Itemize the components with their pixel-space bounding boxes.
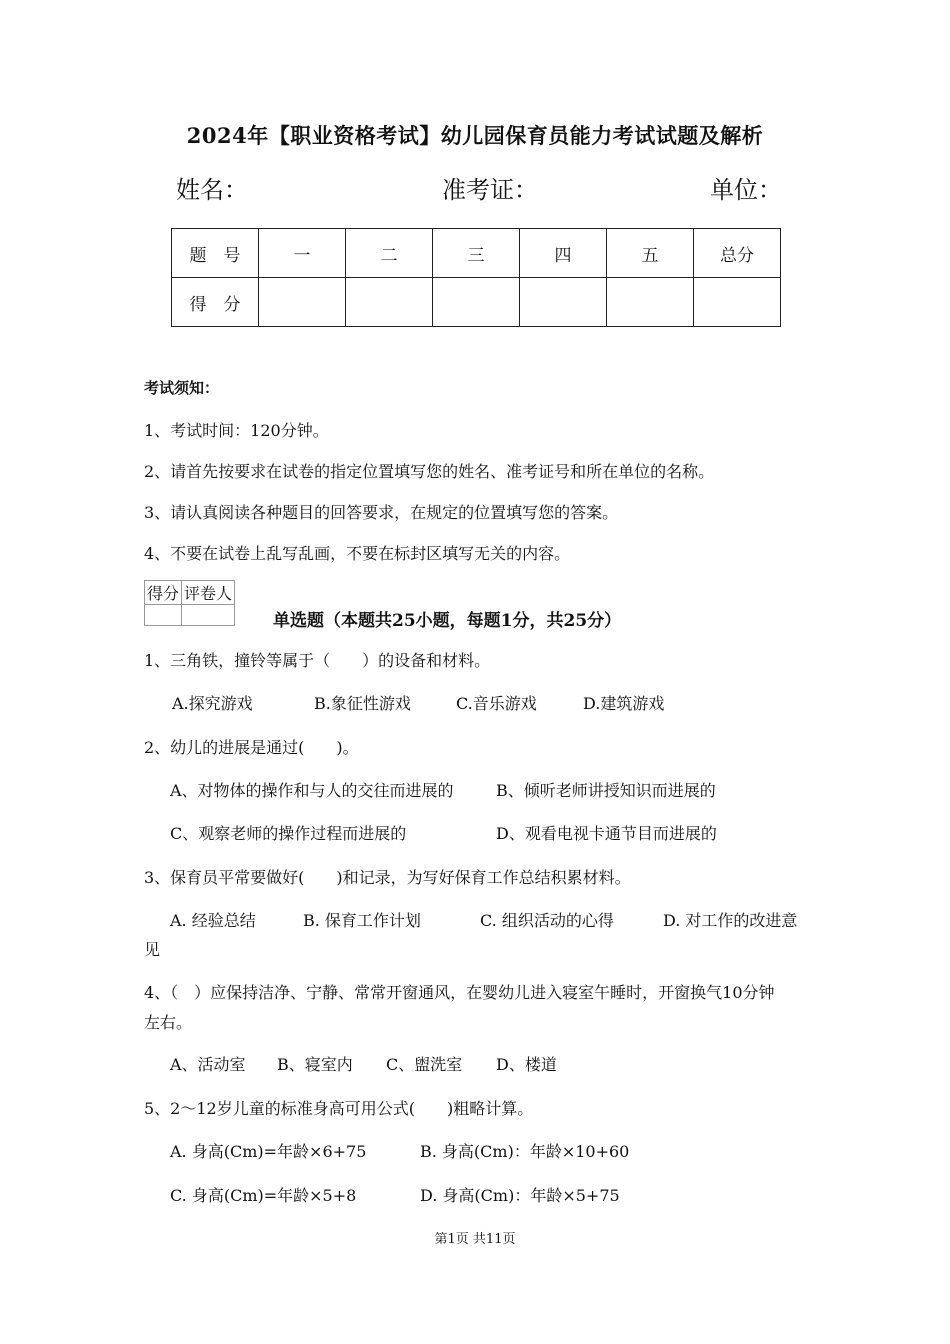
notice-item: 2、请首先按要求在试卷的指定位置填写您的姓名、准考证号和所在单位的名称。 bbox=[144, 462, 715, 481]
option[interactable]: D.建筑游戏 bbox=[583, 694, 665, 713]
section-title: 单选题（本题共25小题，每题1分，共25分） bbox=[273, 611, 622, 631]
score-cell[interactable] bbox=[346, 278, 433, 327]
option[interactable]: A. 身高(Cm)=年龄×6+75 bbox=[170, 1142, 367, 1161]
option[interactable]: D. 对工作的改进意 bbox=[663, 911, 798, 930]
grader-box bbox=[144, 580, 235, 626]
score-header-cell: 一 bbox=[259, 229, 346, 278]
option[interactable]: D、观看电视卡通节目而进展的 bbox=[496, 824, 717, 843]
exam-id-label: 准考证： bbox=[442, 176, 538, 204]
question-stem: 1、三角铁，撞铃等属于（ ）的设备和材料。 bbox=[144, 651, 491, 670]
question-stem-continued: 左右。 bbox=[144, 1013, 193, 1032]
question-stem: 3、保育员平常要做好( )和记录，为写好保育工作总结积累材料。 bbox=[144, 868, 631, 887]
grader-name-label: 评卷人 bbox=[182, 581, 235, 605]
score-header-cell: 总分 bbox=[694, 229, 781, 278]
option[interactable]: A、活动室 bbox=[170, 1055, 246, 1074]
score-header-cell: 五 bbox=[607, 229, 694, 278]
option[interactable]: C、观察老师的操作过程而进展的 bbox=[170, 824, 407, 843]
notice-item: 3、请认真阅读各种题目的回答要求，在规定的位置填写您的答案。 bbox=[144, 503, 619, 522]
option[interactable]: A. 经验总结 bbox=[170, 911, 256, 930]
score-table-score-row bbox=[172, 278, 781, 327]
page-footer: 第1页 共11页 bbox=[434, 1232, 516, 1247]
option[interactable]: C. 身高(Cm)=年龄×5+8 bbox=[170, 1186, 357, 1205]
grader-name-cell[interactable] bbox=[182, 605, 235, 626]
option[interactable]: B、寝室内 bbox=[277, 1055, 353, 1074]
grader-score-cell[interactable] bbox=[145, 605, 182, 626]
score-cell[interactable] bbox=[694, 278, 781, 327]
option[interactable]: C. 组织活动的心得 bbox=[480, 911, 614, 930]
score-table bbox=[171, 228, 781, 327]
score-row-label: 得 分 bbox=[172, 278, 259, 327]
score-cell[interactable] bbox=[607, 278, 694, 327]
option[interactable]: A、对物体的操作和与人的交往而进展的 bbox=[170, 781, 454, 800]
question-stem: 4、（ ）应保持洁净、宁静、常常开窗通风，在婴幼儿进入寝室午睡时，开窗换气10分钟 bbox=[144, 983, 775, 1002]
option[interactable]: A.探究游戏 bbox=[172, 694, 253, 713]
notice-title: 考试须知： bbox=[144, 379, 220, 397]
score-header-cell: 题 号 bbox=[172, 229, 259, 278]
option[interactable]: B. 身高(Cm)：年龄×10+60 bbox=[420, 1142, 630, 1161]
grader-score-label: 得分 bbox=[145, 581, 182, 605]
score-cell[interactable] bbox=[259, 278, 346, 327]
option[interactable]: D. 身高(Cm)：年龄×5+75 bbox=[420, 1186, 620, 1205]
notice-item: 4、不要在试卷上乱写乱画，不要在标封区填写无关的内容。 bbox=[144, 544, 571, 563]
score-cell[interactable] bbox=[433, 278, 520, 327]
option[interactable]: B.象征性游戏 bbox=[314, 694, 411, 713]
score-header-cell: 二 bbox=[346, 229, 433, 278]
score-header-cell: 三 bbox=[433, 229, 520, 278]
option[interactable]: B. 保育工作计划 bbox=[303, 911, 421, 930]
option[interactable]: C、盥洗室 bbox=[386, 1055, 463, 1074]
score-table-header-row bbox=[172, 229, 781, 278]
option[interactable]: D、楼道 bbox=[496, 1055, 557, 1074]
question-stem: 2、幼儿的进展是通过( )。 bbox=[144, 738, 359, 757]
notice-item: 1、考试时间：120分钟。 bbox=[144, 421, 329, 440]
page-title: 2024年【职业资格考试】幼儿园保育员能力考试试题及解析 bbox=[186, 123, 764, 148]
option[interactable]: C.音乐游戏 bbox=[456, 694, 537, 713]
option[interactable]: B、倾听老师讲授知识而进展的 bbox=[496, 781, 716, 800]
score-header-cell: 四 bbox=[520, 229, 607, 278]
name-label: 姓名： bbox=[176, 176, 248, 204]
question-stem: 5、2～12岁儿童的标准身高可用公式( )粗略计算。 bbox=[144, 1099, 534, 1118]
option-wrap: 见 bbox=[144, 940, 161, 959]
unit-label: 单位： bbox=[710, 176, 782, 204]
score-cell[interactable] bbox=[520, 278, 607, 327]
